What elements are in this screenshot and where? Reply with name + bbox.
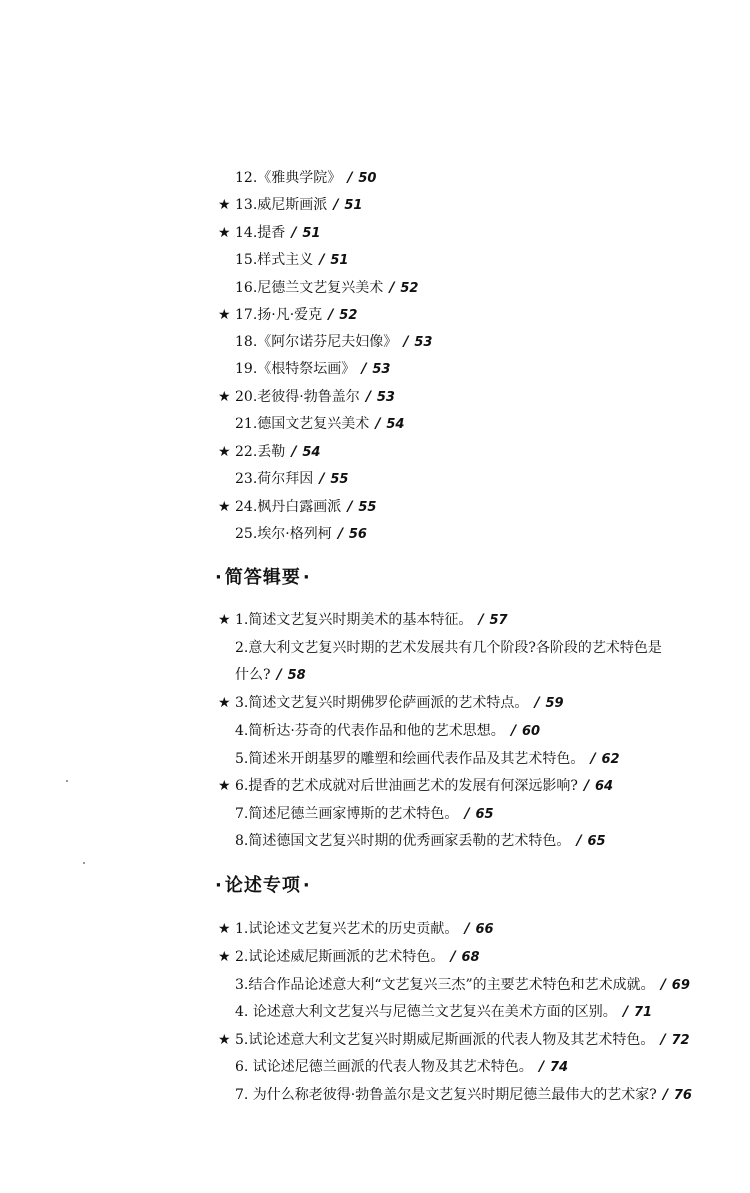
toc-item-label: 6.提香的艺术成就对后世油画艺术的发展有何深远影响? (235, 778, 578, 794)
separator: / (291, 444, 297, 460)
toc-item-label: 12.《雅典学院》 (235, 170, 342, 186)
toc-item-label: 8.简述德国文艺复兴时期的优秀画家丢勒的艺术特色。 (235, 833, 571, 849)
separator: / (576, 833, 582, 849)
page-number: 51 (344, 198, 363, 213)
page-number: 54 (302, 445, 321, 460)
toc-item[interactable] (218, 1086, 692, 1105)
page-number: 52 (400, 281, 419, 296)
separator: / (590, 751, 596, 767)
separator: / (464, 806, 470, 822)
page-number: 71 (633, 1005, 653, 1020)
separator: / (389, 280, 395, 296)
star-icon: ★ (218, 307, 231, 323)
star-icon: ★ (218, 1032, 231, 1048)
separator: / (622, 1004, 628, 1020)
toc-item-label: 19.《根特祭坛画》 (235, 361, 356, 377)
toc-item[interactable] (218, 525, 367, 544)
section-dot: · (215, 875, 223, 896)
separator: / (328, 307, 334, 323)
toc-item[interactable] (218, 976, 690, 995)
page-number: 54 (386, 417, 405, 432)
page-number: 53 (372, 362, 391, 377)
toc-item-label: 17.扬·凡·爱克 (235, 307, 323, 323)
toc-item-label: 6. 试论述尼德兰画派的代表人物及其艺术特色。 (235, 1059, 533, 1075)
separator: / (319, 252, 325, 268)
page-number: 51 (330, 253, 349, 268)
page-number: 65 (475, 807, 494, 822)
page-number: 58 (287, 668, 306, 683)
toc-item[interactable] (218, 750, 620, 769)
page-number: 72 (671, 1033, 690, 1048)
separator: / (347, 499, 353, 515)
separator: / (538, 1059, 544, 1075)
toc-item[interactable] (218, 1031, 690, 1050)
star-icon: ★ (218, 778, 231, 794)
separator: / (478, 612, 484, 628)
toc-item-label: 20.老彼得·勃鲁盖尔 (235, 389, 360, 405)
page-number: 64 (595, 779, 614, 794)
toc-item-label: 21.德国文艺复兴美术 (235, 416, 370, 432)
toc-item-label: 3.结合作品论述意大利“文艺复兴三杰”的主要艺术特色和艺术成就。 (235, 977, 655, 993)
toc-item-label: 13.威尼斯画派 (235, 197, 328, 213)
toc-item-label: 5.简述米开朗基罗的雕塑和绘画代表作品及其艺术特色。 (235, 751, 585, 767)
separator: / (450, 949, 456, 965)
toc-item[interactable] (218, 306, 357, 325)
separator: / (510, 723, 516, 739)
separator: / (375, 416, 381, 432)
page-number: 62 (601, 752, 620, 767)
toc-item[interactable] (218, 948, 480, 967)
toc-item-label: 23.荷尔拜因 (235, 471, 314, 487)
toc-item-label: 7. 为什么称老彼得·勃鲁盖尔是文艺复兴时期尼德兰最伟大的艺术家? (235, 1087, 657, 1103)
separator: / (319, 471, 325, 487)
page-number: 53 (376, 390, 395, 405)
toc-item-label: 4. 论述意大利文艺复兴与尼德兰文艺复兴在美术方面的区别。 (235, 1004, 617, 1020)
separator: / (337, 526, 343, 542)
toc-item[interactable] (218, 694, 564, 713)
toc-item[interactable] (218, 279, 418, 298)
page-number: 56 (348, 527, 367, 542)
scan-speck (83, 862, 85, 864)
toc-item-continuation[interactable] (235, 666, 306, 685)
star-icon: ★ (218, 197, 231, 213)
toc-item[interactable] (218, 443, 320, 462)
toc-item[interactable] (218, 169, 376, 188)
page-number: 66 (475, 922, 494, 937)
toc-item[interactable] (218, 415, 404, 434)
toc-item-label: 25.埃尔·格列柯 (235, 526, 332, 542)
page-number: 60 (521, 724, 541, 739)
toc-item[interactable] (218, 805, 494, 824)
toc-item[interactable] (218, 639, 662, 657)
separator: / (347, 170, 353, 186)
star-icon: ★ (218, 444, 231, 460)
toc-item[interactable] (218, 196, 362, 215)
section-title: 简答辑要 (224, 567, 301, 588)
toc-item-label: 18.《阿尔诺芬尼夫妇像》 (235, 334, 398, 350)
section-dot: · (302, 567, 311, 588)
page-number: 76 (673, 1088, 692, 1103)
star-icon: ★ (218, 949, 231, 965)
separator: / (662, 1087, 668, 1103)
separator: / (403, 334, 409, 350)
page-number: 69 (671, 978, 690, 993)
separator: / (361, 361, 367, 377)
separator: / (464, 921, 470, 937)
toc-item-label: 24.枫丹白露画派 (235, 499, 342, 515)
toc-item-label: 1.试论述文艺复兴艺术的历史贡献。 (235, 921, 459, 937)
toc-item-label: 什么? (235, 667, 271, 683)
page-number: 59 (545, 696, 564, 711)
star-icon: ★ (218, 389, 231, 405)
section-dot: · (215, 567, 223, 588)
separator: / (365, 389, 371, 405)
toc-item[interactable] (218, 224, 320, 243)
toc-item[interactable] (218, 777, 613, 796)
section-heading-essay (213, 875, 313, 897)
toc-item[interactable] (218, 498, 376, 517)
toc-item[interactable] (218, 1003, 652, 1022)
toc-item-label: 4.简析达·芬奇的代表作品和他的艺术思想。 (235, 723, 505, 739)
toc-item-label: 14.提香 (235, 225, 286, 241)
toc-item-label: 7.简述尼德兰画家博斯的艺术特色。 (235, 806, 459, 822)
toc-item-label: 2.意大利文艺复兴时期的艺术发展共有几个阶段?各阶段的艺术特色是 (235, 640, 662, 656)
star-icon: ★ (218, 612, 231, 628)
star-icon: ★ (218, 921, 231, 937)
star-icon: ★ (218, 695, 231, 711)
toc-item[interactable] (218, 360, 390, 379)
page-number: 57 (489, 613, 508, 628)
separator: / (333, 197, 339, 213)
toc-item-label: 5.试论述意大利文艺复兴时期威尼斯画派的代表人物及其艺术特色。 (235, 1032, 655, 1048)
toc-item-label: 15.样式主义 (235, 252, 314, 268)
toc-item[interactable] (218, 388, 395, 407)
page-number: 50 (358, 171, 377, 186)
star-icon: ★ (218, 499, 231, 515)
separator: / (660, 977, 666, 993)
page-number: 52 (339, 308, 358, 323)
toc-item-label: 1.简述文艺复兴时期美术的基本特征。 (235, 612, 473, 628)
page-number: 65 (587, 834, 606, 849)
section-title: 论述专项 (224, 875, 301, 896)
toc-item[interactable] (218, 611, 508, 630)
page-number: 55 (358, 500, 377, 515)
toc-item-label: 22.丢勒 (235, 444, 286, 460)
toc-item[interactable] (218, 1058, 568, 1077)
page-number: 53 (414, 335, 433, 350)
separator: / (276, 667, 282, 683)
toc-item[interactable] (218, 920, 494, 939)
separator: / (660, 1032, 666, 1048)
separator: / (583, 778, 589, 794)
separator: / (534, 695, 540, 711)
scan-speck (66, 780, 68, 782)
section-dot: · (302, 875, 311, 896)
toc-item[interactable] (218, 722, 540, 741)
toc-item-label: 2.试论述威尼斯画派的艺术特色。 (235, 949, 445, 965)
page-number: 51 (302, 226, 321, 241)
separator: / (291, 225, 297, 241)
toc-item[interactable] (218, 251, 348, 270)
page-number: 68 (461, 950, 480, 965)
toc-item-label: 16.尼德兰文艺复兴美术 (235, 280, 384, 296)
section-heading-short-answer (213, 567, 313, 589)
star-icon: ★ (218, 225, 231, 241)
page-number: 74 (549, 1060, 569, 1075)
toc-item[interactable] (218, 470, 348, 489)
toc-item[interactable] (218, 333, 432, 352)
toc-item[interactable] (218, 832, 606, 851)
toc-item-label: 3.简述文艺复兴时期佛罗伦萨画派的艺术特点。 (235, 695, 529, 711)
page-number: 55 (330, 472, 349, 487)
